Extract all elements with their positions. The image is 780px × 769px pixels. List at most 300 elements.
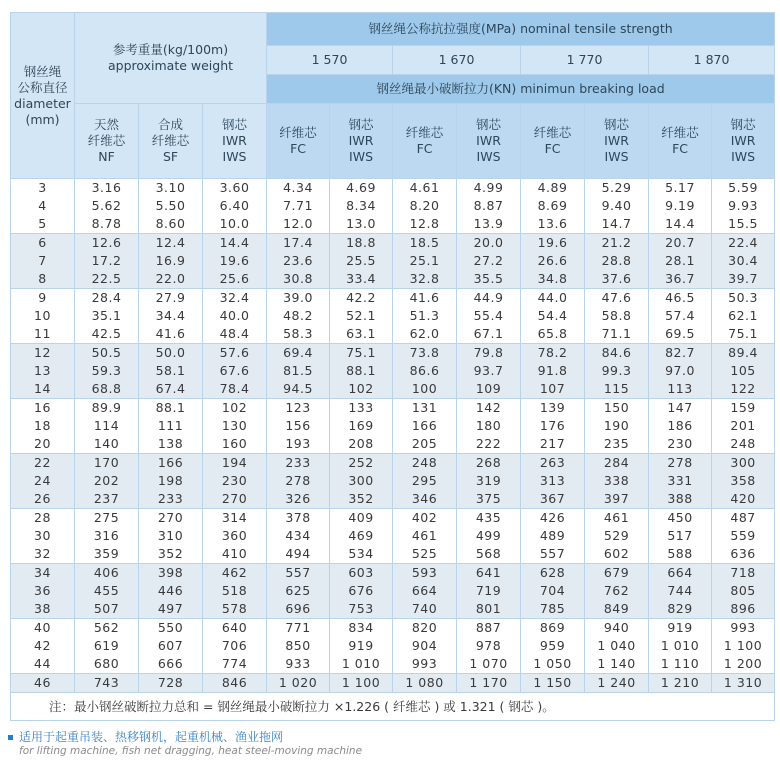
value-cell: 105	[712, 362, 775, 380]
usage-footer	[8, 730, 362, 758]
value-cell: 166	[393, 417, 457, 435]
value-cell: 37.6	[585, 270, 649, 289]
table-row	[11, 344, 775, 363]
value-cell: 388	[649, 490, 712, 509]
value-cell: 499	[457, 527, 521, 545]
value-cell: 89.4	[712, 344, 775, 363]
iwr-header-1670: 钢芯 IWR IWS	[457, 104, 521, 179]
value-cell: 17.4	[267, 234, 330, 253]
value-cell: 557	[521, 545, 585, 564]
value-cell: 426	[521, 509, 585, 528]
table-row	[11, 674, 775, 693]
fc-header-1570: 纤维芯 FC	[267, 104, 330, 179]
value-cell: 7.71	[267, 197, 330, 215]
diameter-cell: 28	[11, 509, 75, 528]
value-cell: 5.17	[649, 179, 712, 198]
value-cell: 217	[521, 435, 585, 454]
tensile-strength-header: 钢丝绳公称抗拉强度(MPa) nominal tensile strength	[267, 13, 775, 46]
value-cell: 666	[139, 655, 203, 674]
value-cell: 176	[521, 417, 585, 435]
value-cell: 169	[330, 417, 393, 435]
value-cell: 507	[75, 600, 139, 619]
value-cell: 1 150	[521, 674, 585, 693]
value-cell: 27.2	[457, 252, 521, 270]
value-cell: 636	[712, 545, 775, 564]
value-cell: 469	[330, 527, 393, 545]
value-cell: 1 100	[712, 637, 775, 655]
value-cell: 23.6	[267, 252, 330, 270]
value-cell: 378	[267, 509, 330, 528]
value-cell: 75.1	[330, 344, 393, 363]
value-cell: 190	[585, 417, 649, 435]
table-row	[11, 527, 775, 545]
table-row	[11, 619, 775, 638]
value-cell: 22.0	[139, 270, 203, 289]
value-cell: 314	[203, 509, 267, 528]
value-cell: 69.4	[267, 344, 330, 363]
value-cell: 295	[393, 472, 457, 490]
value-cell: 6.40	[203, 197, 267, 215]
value-cell: 67.4	[139, 380, 203, 399]
diameter-cell: 42	[11, 637, 75, 655]
value-cell: 275	[75, 509, 139, 528]
value-cell: 39.7	[712, 270, 775, 289]
value-cell: 959	[521, 637, 585, 655]
value-cell: 122	[712, 380, 775, 399]
value-cell: 518	[203, 582, 267, 600]
value-cell: 44.9	[457, 289, 521, 308]
iwr-header-1870: 钢芯 IWR IWS	[712, 104, 775, 179]
value-cell: 9.40	[585, 197, 649, 215]
diameter-cell: 9	[11, 289, 75, 308]
value-cell: 230	[649, 435, 712, 454]
value-cell: 5.62	[75, 197, 139, 215]
value-cell: 846	[203, 674, 267, 693]
value-cell: 375	[457, 490, 521, 509]
value-cell: 1 070	[457, 655, 521, 674]
value-cell: 434	[267, 527, 330, 545]
value-cell: 774	[203, 655, 267, 674]
value-cell: 588	[649, 545, 712, 564]
value-cell: 628	[521, 564, 585, 583]
value-cell: 1 310	[712, 674, 775, 693]
value-cell: 8.87	[457, 197, 521, 215]
value-cell: 568	[457, 545, 521, 564]
value-cell: 55.4	[457, 307, 521, 325]
value-cell: 114	[75, 417, 139, 435]
value-cell: 156	[267, 417, 330, 435]
value-cell: 352	[330, 490, 393, 509]
value-cell: 1 080	[393, 674, 457, 693]
value-cell: 785	[521, 600, 585, 619]
value-cell: 19.6	[521, 234, 585, 253]
diameter-label-zh1: 钢丝绳	[23, 63, 62, 79]
table-row	[11, 289, 775, 308]
value-cell: 48.2	[267, 307, 330, 325]
value-cell: 201	[712, 417, 775, 435]
table-row	[11, 600, 775, 619]
value-cell: 450	[649, 509, 712, 528]
value-cell: 12.8	[393, 215, 457, 234]
value-cell: 896	[712, 600, 775, 619]
value-cell: 805	[712, 582, 775, 600]
value-cell: 140	[75, 435, 139, 454]
value-cell: 123	[267, 399, 330, 418]
value-cell: 978	[457, 637, 521, 655]
value-cell: 58.3	[267, 325, 330, 344]
value-cell: 8.20	[393, 197, 457, 215]
value-cell: 525	[393, 545, 457, 564]
value-cell: 849	[585, 600, 649, 619]
usage-text-en: for lifting machine, fish net dragging, heat steel-moving machine	[19, 745, 363, 757]
value-cell: 202	[75, 472, 139, 490]
value-cell: 834	[330, 619, 393, 638]
diameter-cell: 30	[11, 527, 75, 545]
value-cell: 13.0	[330, 215, 393, 234]
value-cell: 641	[457, 564, 521, 583]
value-cell: 278	[649, 454, 712, 473]
value-cell: 3.60	[203, 179, 267, 198]
value-cell: 1 140	[585, 655, 649, 674]
value-cell: 676	[330, 582, 393, 600]
value-cell: 12.4	[139, 234, 203, 253]
value-cell: 170	[75, 454, 139, 473]
value-cell: 762	[585, 582, 649, 600]
diameter-cell: 22	[11, 454, 75, 473]
value-cell: 51.3	[393, 307, 457, 325]
value-cell: 409	[330, 509, 393, 528]
table-row	[11, 564, 775, 583]
table-row	[11, 545, 775, 564]
value-cell: 352	[139, 545, 203, 564]
value-cell: 97.0	[649, 362, 712, 380]
diameter-cell: 6	[11, 234, 75, 253]
value-cell: 4.61	[393, 179, 457, 198]
value-cell: 461	[393, 527, 457, 545]
value-cell: 32.8	[393, 270, 457, 289]
table-row	[11, 362, 775, 380]
value-cell: 300	[712, 454, 775, 473]
value-cell: 919	[330, 637, 393, 655]
value-cell: 59.3	[75, 362, 139, 380]
table-note: 注：最小钢丝破断拉力总和 = 钢丝绳最小破断拉力 ×1.226 ( 纤维芯 ) 或 1.321 ( 钢芯 )。	[11, 693, 775, 721]
value-cell: 42.5	[75, 325, 139, 344]
diameter-cell: 34	[11, 564, 75, 583]
value-cell: 252	[330, 454, 393, 473]
value-cell: 1 040	[585, 637, 649, 655]
value-cell: 26.6	[521, 252, 585, 270]
value-cell: 1 170	[457, 674, 521, 693]
diameter-cell: 11	[11, 325, 75, 344]
value-cell: 319	[457, 472, 521, 490]
value-cell: 34.8	[521, 270, 585, 289]
value-cell: 4.99	[457, 179, 521, 198]
value-cell: 57.6	[203, 344, 267, 363]
diameter-cell: 4	[11, 197, 75, 215]
value-cell: 222	[457, 435, 521, 454]
value-cell: 22.5	[75, 270, 139, 289]
weight-label-en: approximate weight	[107, 58, 234, 73]
grade-1570: 1 570	[267, 46, 393, 75]
value-cell: 62.0	[393, 325, 457, 344]
value-cell: 603	[330, 564, 393, 583]
value-cell: 397	[585, 490, 649, 509]
table-row	[11, 582, 775, 600]
value-cell: 20.7	[649, 234, 712, 253]
weight-iwr-header: 钢芯 IWR IWS	[203, 104, 267, 179]
value-cell: 88.1	[330, 362, 393, 380]
value-cell: 487	[712, 509, 775, 528]
value-cell: 131	[393, 399, 457, 418]
value-cell: 14.4	[203, 234, 267, 253]
value-cell: 9.19	[649, 197, 712, 215]
value-cell: 316	[75, 527, 139, 545]
diameter-cell: 10	[11, 307, 75, 325]
value-cell: 40.0	[203, 307, 267, 325]
value-cell: 20.0	[457, 234, 521, 253]
value-cell: 529	[585, 527, 649, 545]
value-cell: 198	[139, 472, 203, 490]
value-cell: 887	[457, 619, 521, 638]
value-cell: 18.5	[393, 234, 457, 253]
value-cell: 35.1	[75, 307, 139, 325]
value-cell: 346	[393, 490, 457, 509]
value-cell: 9.93	[712, 197, 775, 215]
value-cell: 263	[521, 454, 585, 473]
value-cell: 109	[457, 380, 521, 399]
wire-rope-spec-table	[10, 12, 775, 721]
value-cell: 100	[393, 380, 457, 399]
value-cell: 41.6	[139, 325, 203, 344]
value-cell: 28.8	[585, 252, 649, 270]
value-cell: 235	[585, 435, 649, 454]
value-cell: 78.4	[203, 380, 267, 399]
value-cell: 69.5	[649, 325, 712, 344]
value-cell: 14.7	[585, 215, 649, 234]
value-cell: 679	[585, 564, 649, 583]
table-row	[11, 325, 775, 344]
value-cell: 270	[139, 509, 203, 528]
table-row	[11, 637, 775, 655]
value-cell: 753	[330, 600, 393, 619]
value-cell: 18.8	[330, 234, 393, 253]
value-cell: 517	[649, 527, 712, 545]
value-cell: 359	[75, 545, 139, 564]
value-cell: 75.1	[712, 325, 775, 344]
value-cell: 494	[267, 545, 330, 564]
value-cell: 406	[75, 564, 139, 583]
value-cell: 704	[521, 582, 585, 600]
value-cell: 67.1	[457, 325, 521, 344]
fc-header-1670: 纤维芯 FC	[393, 104, 457, 179]
weight-nf-header: 天然 纤维芯 NF	[75, 104, 139, 179]
value-cell: 367	[521, 490, 585, 509]
value-cell: 22.4	[712, 234, 775, 253]
value-cell: 534	[330, 545, 393, 564]
value-cell: 39.0	[267, 289, 330, 308]
value-cell: 8.34	[330, 197, 393, 215]
value-cell: 36.7	[649, 270, 712, 289]
breaking-load-header: 钢丝绳最小破断拉力(KN) minimun breaking load	[267, 75, 775, 104]
diameter-label-zh2: 公称直径	[17, 79, 68, 95]
diameter-cell: 7	[11, 252, 75, 270]
value-cell: 159	[712, 399, 775, 418]
value-cell: 557	[267, 564, 330, 583]
value-cell: 30.8	[267, 270, 330, 289]
value-cell: 28.4	[75, 289, 139, 308]
table-row	[11, 435, 775, 454]
diameter-cell: 5	[11, 215, 75, 234]
diameter-cell: 18	[11, 417, 75, 435]
value-cell: 142	[457, 399, 521, 418]
value-cell: 446	[139, 582, 203, 600]
value-cell: 102	[330, 380, 393, 399]
value-cell: 680	[75, 655, 139, 674]
value-cell: 829	[649, 600, 712, 619]
value-cell: 46.5	[649, 289, 712, 308]
value-cell: 233	[139, 490, 203, 509]
value-cell: 15.5	[712, 215, 775, 234]
value-cell: 696	[267, 600, 330, 619]
value-cell: 86.6	[393, 362, 457, 380]
value-cell: 933	[267, 655, 330, 674]
value-cell: 237	[75, 490, 139, 509]
value-cell: 13.6	[521, 215, 585, 234]
value-cell: 1 240	[585, 674, 649, 693]
value-cell: 33.4	[330, 270, 393, 289]
fc-header-1770: 纤维芯 FC	[521, 104, 585, 179]
value-cell: 50.3	[712, 289, 775, 308]
value-cell: 62.1	[712, 307, 775, 325]
value-cell: 664	[649, 564, 712, 583]
value-cell: 993	[393, 655, 457, 674]
value-cell: 562	[75, 619, 139, 638]
value-cell: 30.4	[712, 252, 775, 270]
value-cell: 719	[457, 582, 521, 600]
bullet-square-icon	[8, 735, 13, 740]
value-cell: 718	[712, 564, 775, 583]
value-cell: 133	[330, 399, 393, 418]
value-cell: 5.59	[712, 179, 775, 198]
value-cell: 462	[203, 564, 267, 583]
value-cell: 91.8	[521, 362, 585, 380]
value-cell: 25.5	[330, 252, 393, 270]
table-row	[11, 270, 775, 289]
value-cell: 771	[267, 619, 330, 638]
usage-text-zh: 适用于起重吊装、热移钢机，起重机械、渔业拖网	[19, 730, 284, 744]
value-cell: 602	[585, 545, 649, 564]
value-cell: 619	[75, 637, 139, 655]
value-cell: 32.4	[203, 289, 267, 308]
value-cell: 1 100	[330, 674, 393, 693]
value-cell: 940	[585, 619, 649, 638]
value-cell: 138	[139, 435, 203, 454]
value-cell: 81.5	[267, 362, 330, 380]
grade-1770: 1 770	[521, 46, 649, 75]
table-row	[11, 454, 775, 473]
value-cell: 489	[521, 527, 585, 545]
value-cell: 233	[267, 454, 330, 473]
diameter-cell: 26	[11, 490, 75, 509]
value-cell: 115	[585, 380, 649, 399]
table-row	[11, 252, 775, 270]
diameter-cell: 36	[11, 582, 75, 600]
value-cell: 194	[203, 454, 267, 473]
value-cell: 107	[521, 380, 585, 399]
value-cell: 139	[521, 399, 585, 418]
value-cell: 1 010	[330, 655, 393, 674]
value-cell: 52.1	[330, 307, 393, 325]
value-cell: 338	[585, 472, 649, 490]
value-cell: 326	[267, 490, 330, 509]
value-cell: 904	[393, 637, 457, 655]
value-cell: 278	[267, 472, 330, 490]
value-cell: 67.6	[203, 362, 267, 380]
value-cell: 28.1	[649, 252, 712, 270]
value-cell: 300	[330, 472, 393, 490]
value-cell: 16.9	[139, 252, 203, 270]
grade-1870: 1 870	[649, 46, 775, 75]
value-cell: 8.69	[521, 197, 585, 215]
value-cell: 130	[203, 417, 267, 435]
value-cell: 4.89	[521, 179, 585, 198]
value-cell: 640	[203, 619, 267, 638]
iwr-header-1770: 钢芯 IWR IWS	[585, 104, 649, 179]
value-cell: 50.5	[75, 344, 139, 363]
table-row	[11, 179, 775, 198]
value-cell: 398	[139, 564, 203, 583]
value-cell: 8.60	[139, 215, 203, 234]
value-cell: 455	[75, 582, 139, 600]
table-row	[11, 509, 775, 528]
value-cell: 248	[393, 454, 457, 473]
value-cell: 58.1	[139, 362, 203, 380]
value-cell: 13.9	[457, 215, 521, 234]
value-cell: 801	[457, 600, 521, 619]
diameter-cell: 12	[11, 344, 75, 363]
value-cell: 47.6	[585, 289, 649, 308]
value-cell: 35.5	[457, 270, 521, 289]
value-cell: 435	[457, 509, 521, 528]
diameter-label-unit: (mm)	[25, 111, 60, 127]
value-cell: 166	[139, 454, 203, 473]
value-cell: 89.9	[75, 399, 139, 418]
weight-label-zh: 参考重量(kg/100m)	[112, 42, 229, 57]
value-cell: 113	[649, 380, 712, 399]
value-cell: 27.9	[139, 289, 203, 308]
table-row	[11, 307, 775, 325]
value-cell: 3.16	[75, 179, 139, 198]
value-cell: 559	[712, 527, 775, 545]
value-cell: 578	[203, 600, 267, 619]
value-cell: 743	[75, 674, 139, 693]
fc-header-1870: 纤维芯 FC	[649, 104, 712, 179]
diameter-cell: 14	[11, 380, 75, 399]
value-cell: 706	[203, 637, 267, 655]
value-cell: 63.1	[330, 325, 393, 344]
value-cell: 664	[393, 582, 457, 600]
value-cell: 205	[393, 435, 457, 454]
value-cell: 313	[521, 472, 585, 490]
value-cell: 180	[457, 417, 521, 435]
value-cell: 44.0	[521, 289, 585, 308]
weight-sf-header: 合成 纤维芯 SF	[139, 104, 203, 179]
value-cell: 497	[139, 600, 203, 619]
value-cell: 160	[203, 435, 267, 454]
value-cell: 93.7	[457, 362, 521, 380]
weight-header	[75, 13, 267, 104]
value-cell: 284	[585, 454, 649, 473]
